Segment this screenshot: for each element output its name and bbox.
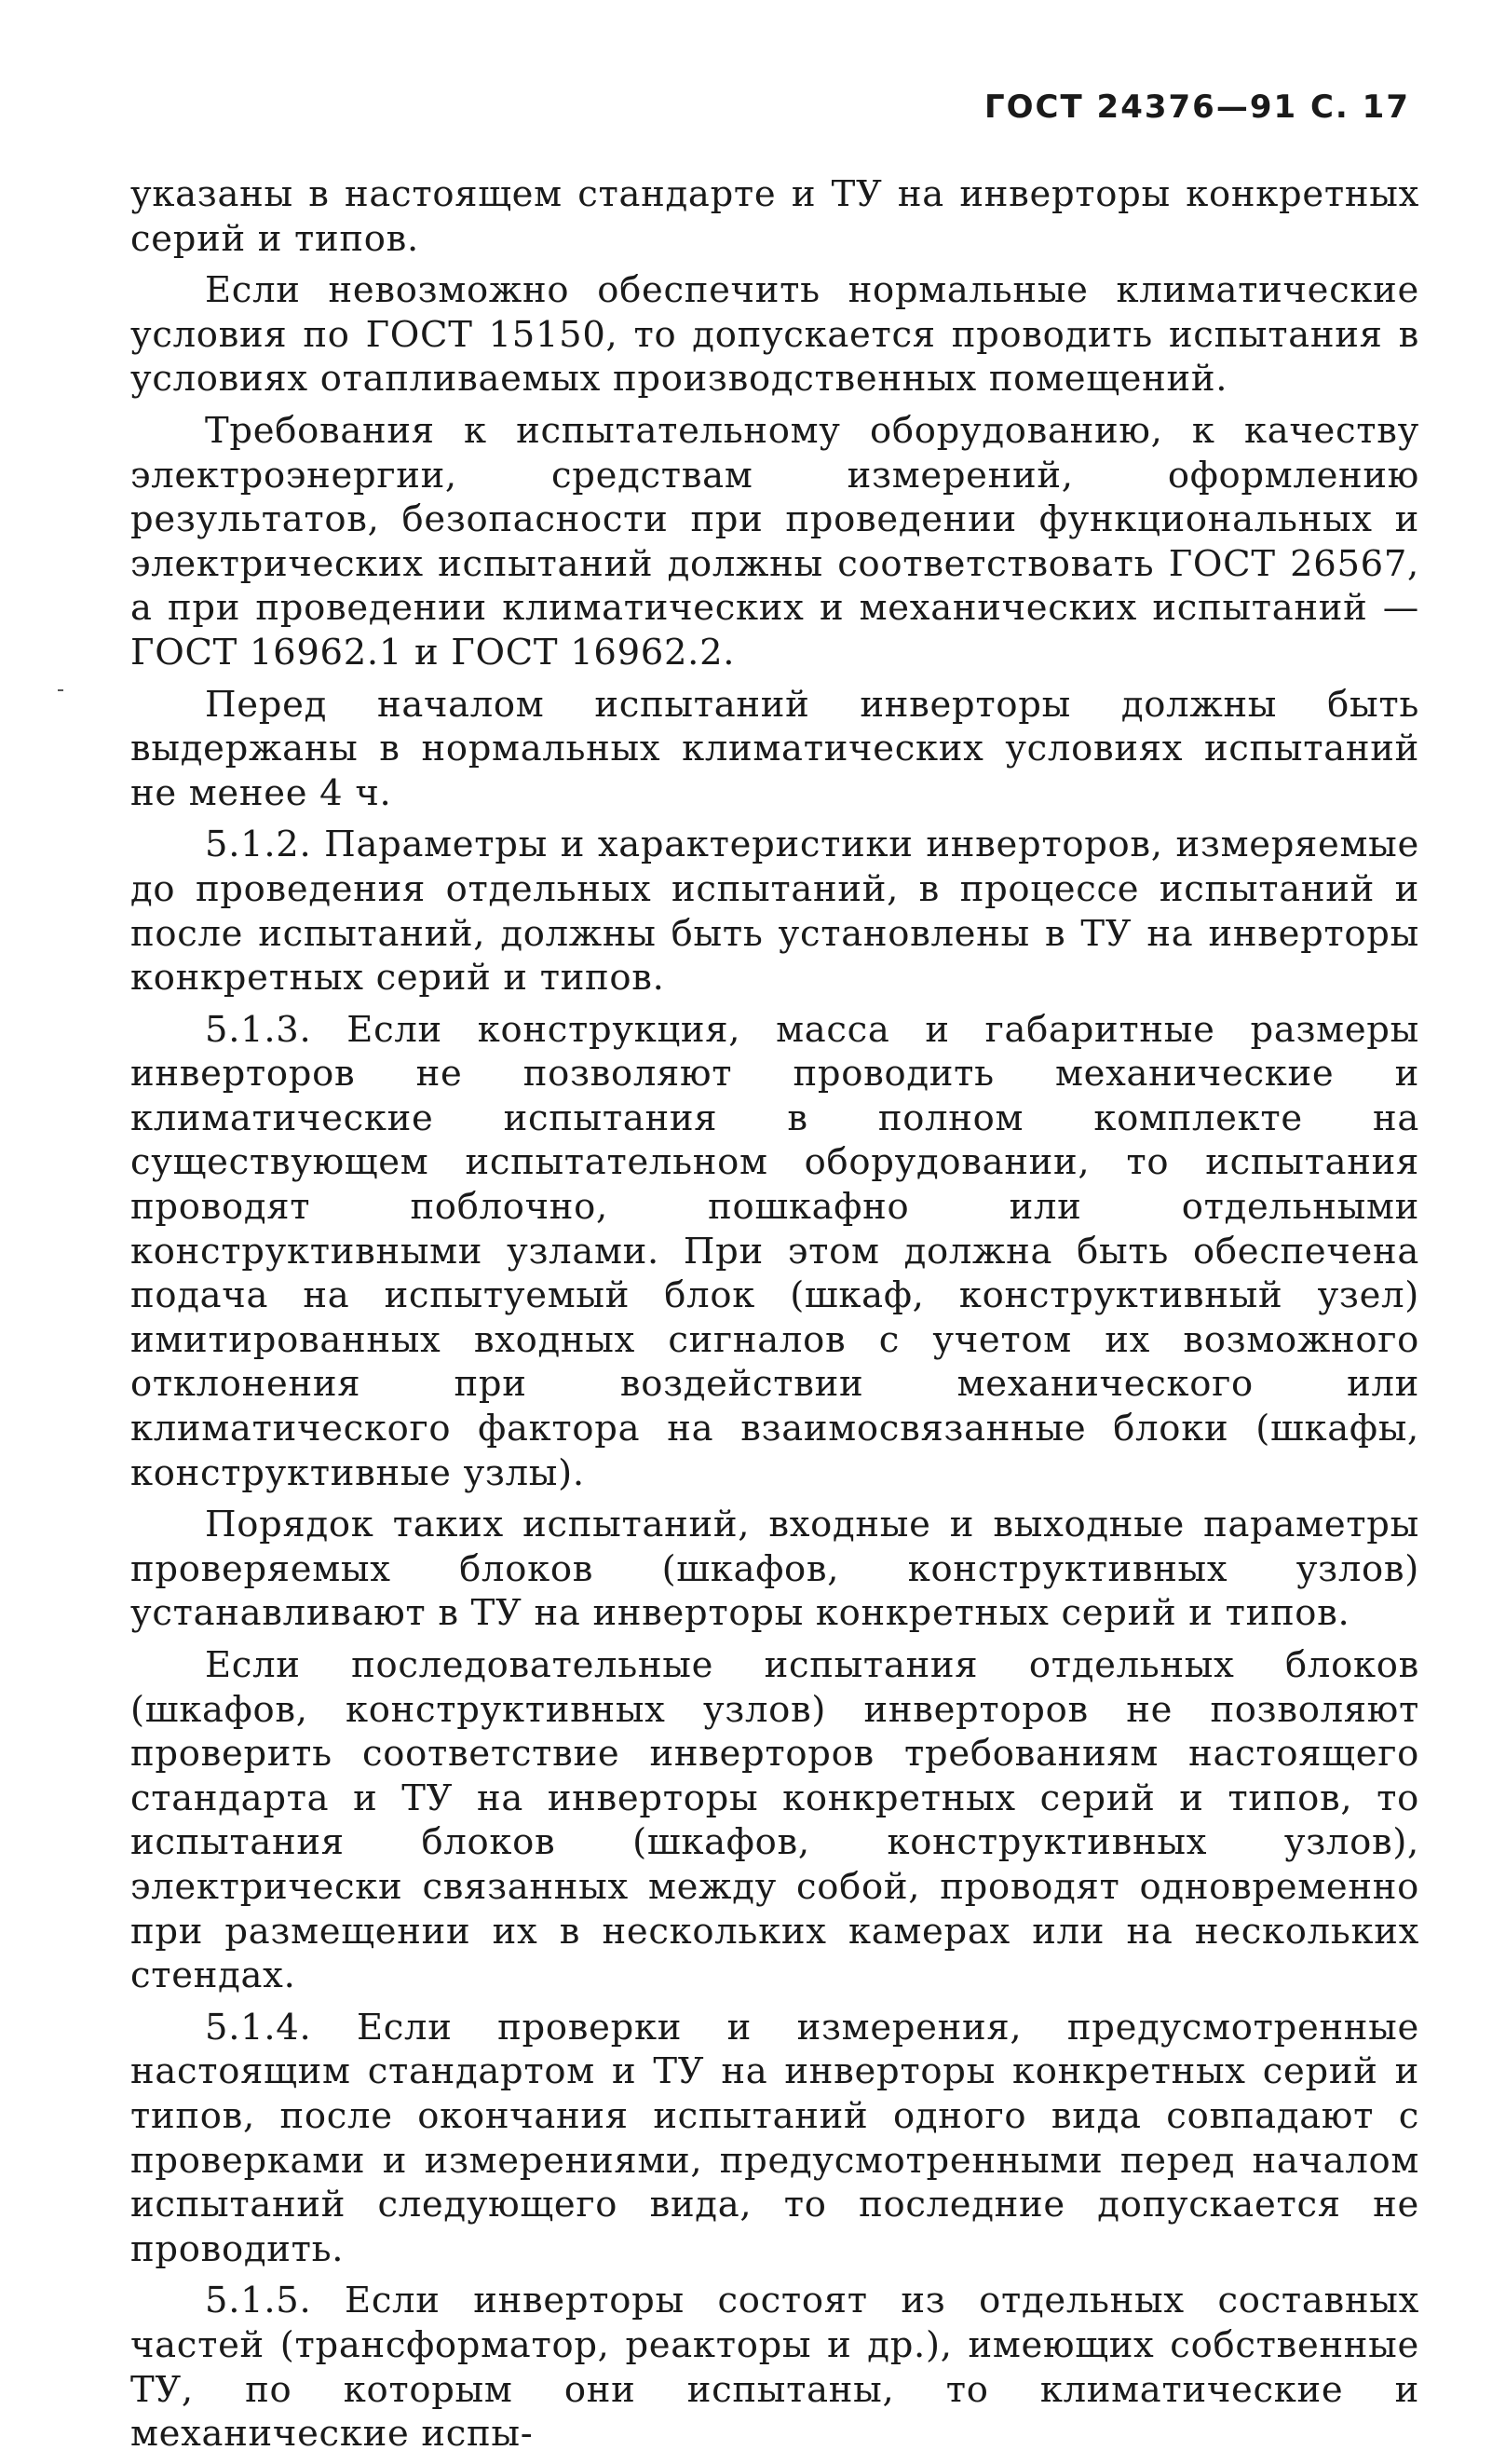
margin-mark — [58, 689, 63, 691]
running-header: ГОСТ 24376—91 С. 17 — [983, 88, 1410, 126]
paragraph-5-1-3: 5.1.3. Если конструкция, масса и габаритные размеры инверторов не позволяют проводить механические и климатические испытания в полном комплекте на существующем испытательном оборудовании, то испытания проводят поблочно, пошкафно или отдельными конструктивными узлами. При этом должна быть обеспечена подача на испытуемый блок (шкаф, конструктивный узел) имитированных входных сигналов с учетом их возможного отклонения при воздействии механического или климатического фактора на взаимосвязанные блоки (шкафы, конструктивные узлы). — [130, 1008, 1419, 1494]
paragraph-equipment-requirements: Требования к испытательному оборудованию, к качеству электроэнергии, средствам измерений, оформлению результатов, безопасности при проведении функциональных и электрических испытаний должны соответствовать ГОСТ 26567, а при проведении климатических и механических испытаний — ГОСТ 16962.1 и ГОСТ 16962.2. — [130, 409, 1419, 674]
paragraph-climatic-conditions: Если невозможно обеспечить нормальные климатические условия по ГОСТ 15150, то допускается проводить испытания в условиях отапливаемых производственных помещений. — [130, 269, 1419, 401]
paragraph-conditioning: Перед началом испытаний инверторы должны быть выдержаны в нормальных климатических условиях испытаний не менее 4 ч. — [130, 683, 1419, 814]
document-body — [130, 172, 1419, 2464]
paragraph-continuation: указаны в настоящем стандарте и ТУ на инверторы конкретных серий и типов. — [130, 173, 1419, 260]
paragraph-test-procedure: Порядок таких испытаний, входные и выходные параметры проверяемых блоков (шкафов, конструктивных узлов) устанавливают в ТУ на инверторы конкретных серий и типов. — [130, 1504, 1419, 1635]
paragraph-sequential-tests: Если последовательные испытания отдельных блоков (шкафов, конструктивных узлов) инверторов не позволяют проверить соответствие инверторов требованиям настоящего стандарта и ТУ на инверторы конкретных серий и типов, то испытания блоков (шкафов, конструктивных узлов), электрически связанных между собой, проводят одновременно при размещении их в нескольких камерах или на нескольких стендах. — [130, 1644, 1419, 1997]
paragraph-5-1-2: 5.1.2. Параметры и характеристики инверторов, измеряемые до проведения отдельных испытаний, в процессе испытаний и после испытаний, должны быть установлены в ТУ на инверторы конкретных серий и типов. — [130, 824, 1419, 1000]
paragraph-5-1-4: 5.1.4. Если проверки и измерения, предусмотренные настоящим стандартом и ТУ на инверторы конкретных серий и типов, после окончания испытаний одного вида совпадают с проверками и измерениями, предусмотренными перед началом испытаний следующего вида, то последние допускается не проводить. — [130, 2006, 1419, 2270]
paragraph-5-1-5: 5.1.5. Если инверторы состоят из отдельных составных частей (трансформатор, реакторы и др.), имеющих собственные ТУ, по которым они испытаны, то климатические и механические испы- — [130, 2280, 1419, 2456]
